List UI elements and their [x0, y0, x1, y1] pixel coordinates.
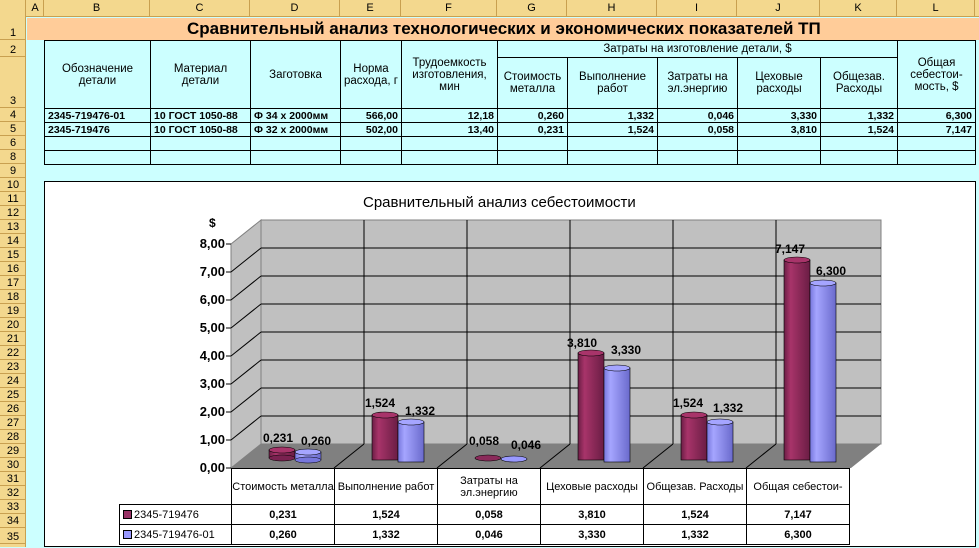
category-label: Стоимость металла: [232, 469, 335, 505]
empty-cell[interactable]: [341, 137, 402, 151]
sheet-title: Сравнительный анализ технологических и экономических показателей ТП: [187, 19, 821, 38]
cell-blank[interactable]: Ф 32 х 2000мм: [251, 123, 341, 137]
cell-general[interactable]: 1,524: [821, 123, 898, 137]
header-works[interactable]: Выполнение работ: [568, 58, 658, 109]
category-label: Затраты на эл.энергию: [438, 469, 541, 505]
cell-shop[interactable]: 3,810: [738, 123, 821, 137]
cell-material[interactable]: 10 ГОСТ 1050-88: [151, 123, 251, 137]
empty-cell[interactable]: [151, 137, 251, 151]
header-total[interactable]: Общая себестои-мость, $: [898, 41, 976, 109]
table-row-empty: [45, 137, 976, 151]
row-header[interactable]: 35: [0, 528, 26, 544]
header-general[interactable]: Общезав. Расходы: [821, 58, 898, 109]
empty-cell[interactable]: [821, 137, 898, 151]
table-value: 3,330: [541, 525, 644, 545]
cell-metal[interactable]: 0,260: [498, 109, 568, 123]
cell-total[interactable]: 6,300: [898, 109, 976, 123]
cell-norm[interactable]: 502,00: [341, 123, 402, 137]
empty-cell[interactable]: [251, 151, 341, 165]
header-material[interactable]: Материал детали: [151, 41, 251, 109]
header-costs-group[interactable]: Затраты на изготовление детали, $: [498, 41, 898, 58]
table-value: 1,332: [335, 525, 438, 545]
empty-cell[interactable]: [251, 137, 341, 151]
row-header[interactable]: 20: [0, 318, 26, 332]
category-label: Выполнение работ: [335, 469, 438, 505]
table-value: 0,046: [438, 525, 541, 545]
empty-cell[interactable]: [568, 151, 658, 165]
y-tick: 2,00: [199, 404, 225, 419]
table-row: [45, 123, 976, 137]
col-header-d[interactable]: D: [250, 0, 340, 17]
row-header[interactable]: 4: [0, 108, 26, 122]
data-label: 0,058: [469, 434, 500, 448]
empty-cell[interactable]: [738, 137, 821, 151]
y-tick: 4,00: [199, 348, 225, 363]
row-header[interactable]: 13: [0, 220, 26, 234]
row-header[interactable]: 8: [0, 150, 26, 164]
y-tick: 5,00: [199, 320, 225, 335]
col-header-l[interactable]: L: [897, 0, 975, 17]
row-header[interactable]: 12: [0, 206, 26, 220]
row-header[interactable]: 3: [0, 57, 26, 108]
header-metal[interactable]: Стоимость металла: [498, 58, 568, 109]
empty-cell[interactable]: [151, 151, 251, 165]
col-header-b[interactable]: B: [44, 0, 150, 17]
header-energy[interactable]: Затраты на эл.энергию: [658, 58, 738, 109]
column-headers: [0, 0, 979, 17]
header-designation[interactable]: Обозначение детали: [45, 41, 151, 109]
row-header[interactable]: 33: [0, 500, 26, 514]
row-header[interactable]: 11: [0, 192, 26, 206]
header-shop[interactable]: Цеховые расходы: [738, 58, 821, 109]
table-value: 7,147: [747, 505, 850, 525]
row-header[interactable]: 2: [0, 40, 26, 57]
row-header[interactable]: 15: [0, 248, 26, 262]
bar-series1-cat1: [269, 447, 295, 461]
table-value: 0,058: [438, 505, 541, 525]
cell-general[interactable]: 1,332: [821, 109, 898, 123]
row-header[interactable]: 21: [0, 332, 26, 346]
data-table: [44, 40, 976, 165]
table-value: 0,260: [232, 525, 335, 545]
table-value: 0,231: [232, 505, 335, 525]
row-header[interactable]: 22: [0, 346, 26, 360]
col-header-g[interactable]: G: [497, 0, 567, 17]
table-value: 1,524: [335, 505, 438, 525]
table-row: [45, 109, 976, 123]
col-header-c[interactable]: C: [150, 0, 250, 17]
col-header-e[interactable]: E: [340, 0, 401, 17]
data-label: 1,332: [713, 401, 744, 415]
row-header[interactable]: 6: [0, 136, 26, 150]
col-header-f[interactable]: F: [401, 0, 497, 17]
empty-cell[interactable]: [45, 137, 151, 151]
data-label: 7,147: [775, 242, 806, 256]
cell-blank[interactable]: Ф 34 х 2000мм: [251, 109, 341, 123]
y-tick: 6,00: [199, 292, 225, 307]
row-header[interactable]: 27: [0, 416, 26, 430]
table-row-empty: [45, 151, 976, 165]
table-value: 6,300: [747, 525, 850, 545]
row-header[interactable]: 30: [0, 458, 26, 472]
row-header[interactable]: 23: [0, 360, 26, 374]
empty-cell[interactable]: [498, 151, 568, 165]
row-header[interactable]: 19: [0, 304, 26, 318]
cell-energy[interactable]: 0,058: [658, 123, 738, 137]
y-tick: 3,00: [199, 376, 225, 391]
legend-swatch-icon: [123, 510, 132, 519]
cell-labor[interactable]: 13,40: [402, 123, 498, 137]
empty-cell[interactable]: [658, 151, 738, 165]
empty-cell[interactable]: [45, 151, 151, 165]
title-row[interactable]: [27, 18, 979, 40]
embedded-chart[interactable]: [44, 181, 976, 547]
header-blank[interactable]: Заготовка: [251, 41, 341, 109]
legend-entry-series1[interactable]: [120, 505, 232, 525]
data-label: 3,810: [567, 336, 598, 350]
row-header[interactable]: 1: [0, 17, 26, 40]
row-header[interactable]: 5: [0, 122, 26, 136]
cell-metal[interactable]: 0,231: [498, 123, 568, 137]
row-header[interactable]: 29: [0, 444, 26, 458]
cell-norm[interactable]: 566,00: [341, 109, 402, 123]
row-header[interactable]: 14: [0, 234, 26, 248]
empty-cell[interactable]: [738, 151, 821, 165]
data-label: 6,300: [816, 264, 847, 278]
cell-designation[interactable]: 2345-719476: [45, 123, 151, 137]
data-label: 0,231: [263, 431, 294, 445]
row-header[interactable]: 17: [0, 276, 26, 290]
col-header-h[interactable]: H: [567, 0, 657, 17]
chart-data-table: [119, 468, 850, 545]
cell-total[interactable]: 7,147: [898, 123, 976, 137]
legend-label: 2345-719476-01: [134, 528, 215, 541]
col-header-k[interactable]: K: [820, 0, 897, 17]
chart-title: Сравнительный анализ себестоимости: [363, 194, 636, 211]
cell-material[interactable]: 10 ГОСТ 1050-88: [151, 109, 251, 123]
col-header-j[interactable]: J: [737, 0, 820, 17]
row-headers: [0, 17, 26, 547]
select-all-corner[interactable]: [0, 0, 26, 17]
cell-designation[interactable]: 2345-719476-01: [45, 109, 151, 123]
data-label: 0,046: [511, 438, 542, 452]
header-norm[interactable]: Норма расхода, г: [341, 41, 402, 109]
data-label: 0,260: [301, 434, 332, 448]
table-value: 1,332: [644, 525, 747, 545]
legend-swatch-icon: [123, 530, 132, 539]
table-value: 1,524: [644, 505, 747, 525]
data-label: 1,524: [673, 396, 704, 410]
cell-works[interactable]: 1,332: [568, 109, 658, 123]
row-header[interactable]: 9: [0, 164, 26, 178]
empty-cell[interactable]: [498, 137, 568, 151]
empty-cell[interactable]: [341, 151, 402, 165]
row-header[interactable]: 26: [0, 402, 26, 416]
y-axis-label: $: [209, 216, 216, 230]
cell-shop[interactable]: 3,330: [738, 109, 821, 123]
empty-cell[interactable]: [898, 151, 976, 165]
empty-cell[interactable]: [898, 137, 976, 151]
row-header[interactable]: 16: [0, 262, 26, 276]
data-label: 1,524: [365, 396, 396, 410]
empty-cell[interactable]: [821, 151, 898, 165]
row-header[interactable]: 24: [0, 374, 26, 388]
cell-labor[interactable]: 12,18: [402, 109, 498, 123]
header-labor[interactable]: Трудоемкость изготовления, мин: [402, 41, 498, 109]
col-header-a[interactable]: A: [27, 0, 44, 17]
category-label: Общая себестои-: [747, 469, 850, 505]
category-label: Общезав. Расходы: [644, 469, 747, 505]
legend-label: 2345-719476: [134, 508, 199, 521]
legend-entry-series2[interactable]: [120, 525, 232, 545]
row-header[interactable]: 18: [0, 290, 26, 304]
row-header[interactable]: 25: [0, 388, 26, 402]
cell-energy[interactable]: 0,046: [658, 109, 738, 123]
category-label: Цеховые расходы: [541, 469, 644, 505]
table-value: 3,810: [541, 505, 644, 525]
data-label: 1,332: [405, 404, 436, 418]
empty-cell[interactable]: [402, 137, 498, 151]
empty-cell[interactable]: [402, 151, 498, 165]
y-tick: 7,00: [199, 264, 225, 279]
empty-cell[interactable]: [658, 137, 738, 151]
row-header[interactable]: 10: [0, 178, 26, 192]
col-header-i[interactable]: I: [657, 0, 737, 17]
data-label: 3,330: [611, 343, 642, 357]
row-header[interactable]: 32: [0, 486, 26, 500]
y-tick: 0,00: [199, 460, 225, 475]
y-tick: 1,00: [199, 432, 225, 447]
row-header[interactable]: 31: [0, 472, 26, 486]
empty-cell[interactable]: [568, 137, 658, 151]
row-header[interactable]: 34: [0, 514, 26, 528]
cell-works[interactable]: 1,524: [568, 123, 658, 137]
y-tick: 8,00: [199, 236, 225, 251]
row-header[interactable]: 28: [0, 430, 26, 444]
